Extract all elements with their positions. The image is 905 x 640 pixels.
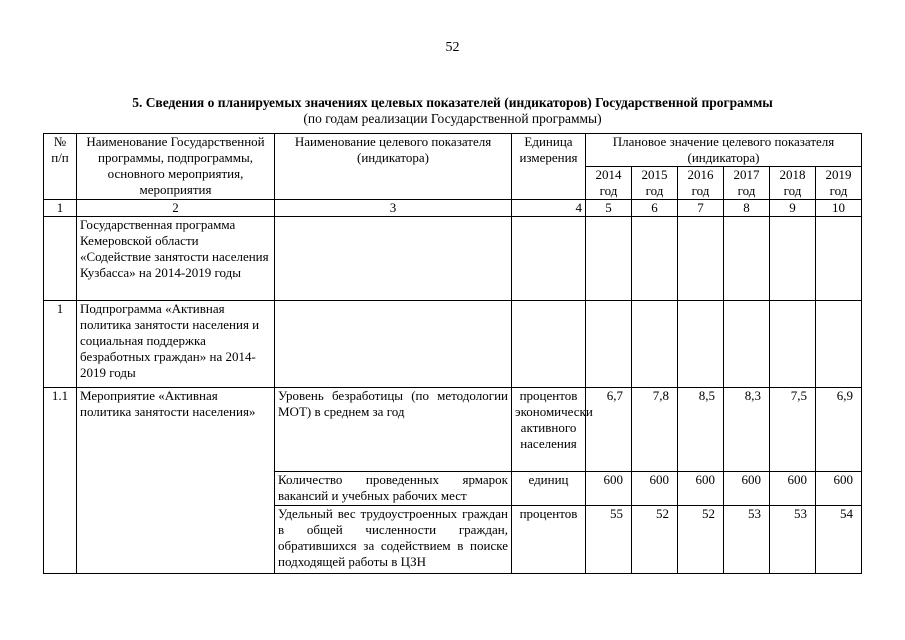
column-index: 5 (586, 200, 632, 217)
header-year: 2017 год (724, 167, 770, 200)
column-index: 3 (275, 200, 512, 217)
indicator-value: 600 (632, 472, 678, 506)
column-index-row (44, 200, 862, 217)
table-row-program (44, 217, 862, 301)
program-name: Государственная программа Кемеровской области «Содействие занятости населения Кузбасса» на 2014-2019 годы (77, 217, 275, 301)
column-index: 2 (77, 200, 275, 217)
indicator-value: 6,7 (586, 388, 632, 472)
header-row-main (44, 134, 862, 167)
header-year: 2016 год (678, 167, 724, 200)
row-num (44, 217, 77, 301)
indicator-value: 600 (586, 472, 632, 506)
measure-name: Мероприятие «Активная политика занятости населения» (77, 388, 275, 574)
indicator-value: 54 (816, 506, 862, 574)
column-index: 4 (512, 200, 586, 217)
table-row-subprogram (44, 301, 862, 388)
header-year: 2014 год (586, 167, 632, 200)
header-num: № п/п (44, 134, 77, 200)
table-row-indicator (44, 388, 862, 472)
header-year: 2015 год (632, 167, 678, 200)
header-year: 2019 год (816, 167, 862, 200)
indicator-unit: единиц (512, 472, 586, 506)
indicator-unit: процентов экономически активного населения (512, 388, 586, 472)
column-index: 6 (632, 200, 678, 217)
header-indicator-name: Наименование целевого показателя (индикатора) (275, 134, 512, 200)
indicator-value: 600 (770, 472, 816, 506)
row-num: 1.1 (44, 388, 77, 574)
column-index: 9 (770, 200, 816, 217)
indicator-value: 8,5 (678, 388, 724, 472)
indicator-unit: процентов (512, 506, 586, 574)
header-unit: Единица измерения (512, 134, 586, 200)
indicator-value: 600 (724, 472, 770, 506)
indicator-name: Количество проведенных ярмарок вакансий и учебных рабочих мест (275, 472, 512, 506)
indicator-value: 52 (632, 506, 678, 574)
indicator-value: 52 (678, 506, 724, 574)
column-index: 1 (44, 200, 77, 217)
indicators-table (43, 133, 862, 574)
header-year: 2018 год (770, 167, 816, 200)
row-num: 1 (44, 301, 77, 388)
column-index: 10 (816, 200, 862, 217)
indicator-value: 7,8 (632, 388, 678, 472)
indicator-name: Уровень безработицы (по методологии МОТ) в среднем за год (275, 388, 512, 472)
indicator-value: 8,3 (724, 388, 770, 472)
indicator-value: 7,5 (770, 388, 816, 472)
indicator-value: 600 (816, 472, 862, 506)
indicator-name: Удельный вес трудоустроенных граждан в общей численности граждан, обратившихся за содействием в поиске подходящей работы в ЦЗН (275, 506, 512, 574)
indicator-value: 53 (724, 506, 770, 574)
section-title: 5. Сведения о планируемых значениях целевых показателей (индикаторов) Государственной программы (132, 95, 773, 110)
section-subtitle: (по годам реализации Государственной программы) (303, 111, 602, 126)
indicator-value: 55 (586, 506, 632, 574)
header-planned: Плановое значение целевого показателя (индикатора) (586, 134, 862, 167)
page-number: 52 (445, 40, 460, 55)
indicator-value: 6,9 (816, 388, 862, 472)
indicator-value: 600 (678, 472, 724, 506)
indicator-value: 53 (770, 506, 816, 574)
header-program-name: Наименование Государственной программы, подпрограммы, основного мероприятия, мероприятия (77, 134, 275, 200)
column-index: 7 (678, 200, 724, 217)
column-index: 8 (724, 200, 770, 217)
subprogram-name: Подпрограмма «Активная политика занятости населения и социальная поддержка безработных граждан» на 2014-2019 годы (77, 301, 275, 388)
